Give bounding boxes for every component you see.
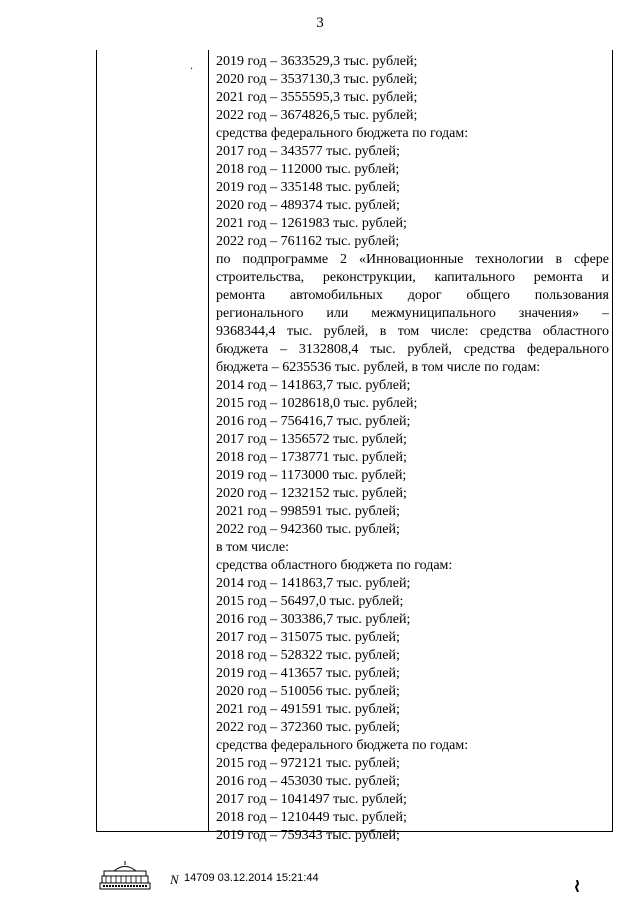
left-column-mark: . — [190, 58, 193, 72]
text-line: 2016 год – 303386,7 тыс. рублей; — [216, 612, 411, 627]
text-line: 2014 год – 141863,7 тыс. рублей; — [216, 576, 411, 591]
text-line: 2021 год – 491591 тыс. рублей; — [216, 702, 400, 717]
text-line: 2017 год – 1041497 тыс. рублей; — [216, 792, 407, 807]
text-line: бюджета – 6235536 тыс. рублей, в том числе по годам: — [216, 360, 541, 375]
text-line: 2015 год – 972121 тыс. рублей; — [216, 756, 400, 771]
text-line: 2017 год – 1356572 тыс. рублей; — [216, 432, 407, 447]
text-line: 2018 год – 1738771 тыс. рублей; — [216, 450, 407, 465]
text-line: 2021 год – 3555595,3 тыс. рублей; — [216, 90, 418, 105]
text-line: средства областного бюджета по годам: — [216, 558, 453, 573]
footer-registration-stamp: 14709 03.12.2014 15:21:44 — [184, 872, 319, 884]
table-right-column — [209, 50, 612, 843]
footer-number-sign: N — [170, 872, 179, 887]
text-line: регионального или межмуниципального значения» – — [216, 306, 609, 321]
text-line: 2022 год – 942360 тыс. рублей; — [216, 522, 400, 537]
text-line: 2014 год – 141863,7 тыс. рублей; — [216, 378, 411, 393]
text-line: 2016 год – 756416,7 тыс. рублей; — [216, 414, 411, 429]
document-footer — [96, 858, 616, 898]
text-line: 2018 год – 1210449 тыс. рублей; — [216, 810, 407, 825]
text-line: 2017 год – 315075 тыс. рублей; — [216, 630, 400, 645]
text-line: 2015 год – 1028618,0 тыс. рублей; — [216, 396, 418, 411]
text-line: средства федерального бюджета по годам: — [216, 738, 469, 753]
text-line: 2019 год – 3633529,3 тыс. рублей; — [216, 54, 418, 69]
text-line: 9368344,4 тыс. рублей, в том числе: средства областного — [216, 324, 609, 339]
text-line: 2015 год – 56497,0 тыс. рублей; — [216, 594, 404, 609]
text-line: в том числе: — [216, 540, 289, 555]
text-line: 2019 год – 1173000 тыс. рублей; — [216, 468, 407, 483]
text-line: 2020 год – 510056 тыс. рублей; — [216, 684, 400, 699]
text-line: 2021 год – 1261983 тыс. рублей; — [216, 216, 407, 231]
text-line: 2022 год – 761162 тыс. рублей; — [216, 234, 400, 249]
text-line: 2020 год – 489374 тыс. рублей; — [216, 198, 400, 213]
text-line: строительства, реконструкции, капитального ремонта и — [216, 270, 609, 285]
page-number: 3 — [316, 15, 324, 31]
text-line: 2018 год – 528322 тыс. рублей; — [216, 648, 400, 663]
text-line: ремонта автомобильных дорог общего пользования — [216, 288, 609, 303]
text-line: 2022 год – 372360 тыс. рублей; — [216, 720, 400, 735]
building-stamp-icon — [96, 858, 154, 892]
text-line: 2020 год – 3537130,3 тыс. рублей; — [216, 72, 418, 87]
text-line: средства федерального бюджета по годам: — [216, 126, 469, 141]
text-line: 2017 год – 343577 тыс. рублей; — [216, 144, 400, 159]
text-line: 2018 год – 112000 тыс. рублей; — [216, 162, 400, 177]
text-line: 2021 год – 998591 тыс. рублей; — [216, 504, 400, 519]
text-line: 2019 год – 759343 тыс. рублей; — [216, 828, 400, 843]
text-line: 2020 год – 1232152 тыс. рублей; — [216, 486, 407, 501]
text-line: 2019 год – 413657 тыс. рублей; — [216, 666, 400, 681]
table-left-column — [97, 50, 209, 831]
text-line: 2019 год – 335148 тыс. рублей; — [216, 180, 400, 195]
text-line: 2016 год – 453030 тыс. рублей; — [216, 774, 400, 789]
text-line: бюджета – 3132808,4 тыс. рублей, средства федерального — [216, 342, 609, 357]
text-line: 2022 год – 3674826,5 тыс. рублей; — [216, 108, 418, 123]
text-line: по подпрограмме 2 «Инновационные технологии в сфере — [216, 252, 609, 267]
scan-mark-icon — [572, 880, 582, 892]
document-table — [96, 50, 613, 843]
